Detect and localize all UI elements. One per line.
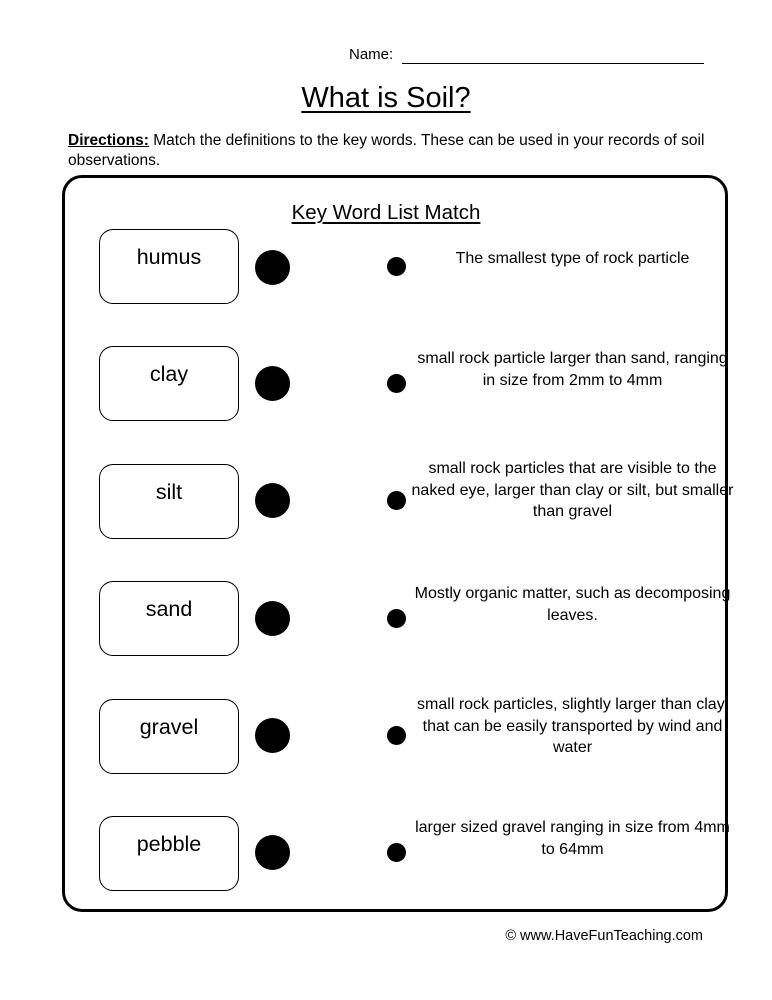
key-word: gravel (139, 715, 199, 739)
key-word: clay (149, 362, 189, 386)
match-dot-left[interactable] (255, 601, 290, 636)
match-dot-left[interactable] (255, 250, 290, 285)
match-dot-right[interactable] (387, 726, 406, 745)
match-dot-right[interactable] (387, 609, 406, 628)
key-word-box (99, 816, 239, 891)
definition-text: larger sized gravel ranging in size from 4mm to 64mm (415, 819, 730, 858)
match-dot-left[interactable] (255, 483, 290, 518)
definition-text: small rock particle larger than sand, ranging in size from 2mm to 4mm (417, 350, 728, 389)
key-word: pebble (136, 832, 202, 856)
key-word-box (99, 346, 239, 421)
definition-text: small rock particles that are visible to the naked eye, larger than clay or silt, but smaller than gravel (411, 460, 734, 520)
directions-text: Match the definitions to the key words. These can be used in your records of soil observations. (68, 132, 705, 169)
match-dot-right[interactable] (387, 491, 406, 510)
match-dot-right[interactable] (387, 374, 406, 393)
definition-text: small rock particles, slightly larger than clay, that can be easily transported by wind and water (417, 696, 728, 756)
match-dot-right[interactable] (387, 257, 406, 276)
definition-text: Mostly organic matter, such as decomposing leaves. (414, 585, 731, 624)
key-word-box (99, 464, 239, 539)
match-dot-right[interactable] (387, 843, 406, 862)
key-word-box (99, 699, 239, 774)
page-title: What is Soil? (301, 82, 471, 114)
key-word: humus (136, 245, 202, 269)
match-dot-left[interactable] (255, 835, 290, 870)
name-label: Name: (349, 46, 394, 63)
key-word-box (99, 581, 239, 656)
match-dot-left[interactable] (255, 718, 290, 753)
key-word-box (99, 229, 239, 304)
key-word: sand (145, 597, 193, 621)
copyright-footer: © www.HaveFunTeaching.com (505, 928, 703, 944)
key-word: silt (155, 480, 183, 504)
match-dot-left[interactable] (255, 366, 290, 401)
directions-label: Directions: (68, 132, 149, 149)
name-field[interactable] (402, 63, 704, 64)
definition-text: The smallest type of rock particle (455, 250, 690, 267)
panel-title: Key Word List Match (291, 201, 481, 224)
directions (68, 131, 728, 171)
